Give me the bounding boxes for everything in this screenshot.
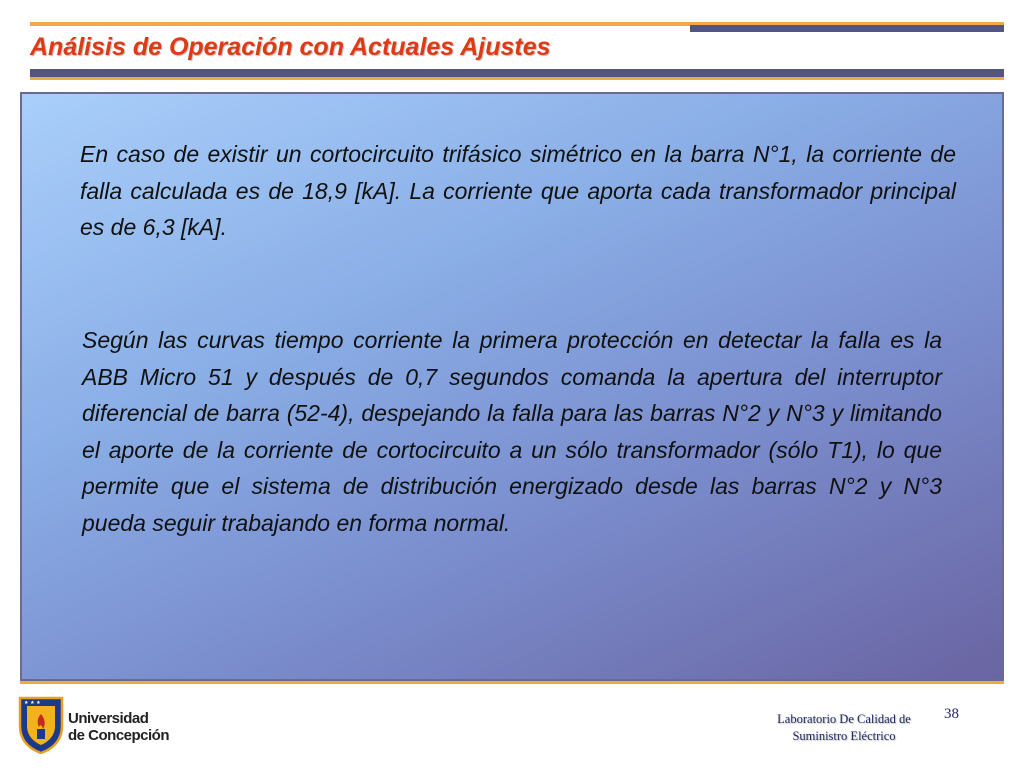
top-slate-rule — [690, 25, 1004, 32]
content-panel — [20, 92, 1004, 681]
footer-lab-line2: Suministro Eléctrico — [792, 729, 896, 743]
title-underline-orange — [30, 77, 1004, 80]
bottom-orange-rule — [20, 681, 1004, 684]
footer-lab-line1: Laboratorio De Calidad de — [777, 712, 911, 726]
page-number: 38 — [944, 706, 959, 722]
logo-text-line1: Universidad — [68, 710, 149, 727]
university-logo — [18, 696, 178, 756]
paragraph-fault-current: En caso de existir un cortocircuito trifásico simétrico en la barra N°1, la corriente de falla calculada es de 18,9 [kA]. La corriente que aporta cada transformador principal es de 6,3 [kA]. — [80, 141, 956, 240]
footer-lab-name — [752, 711, 936, 745]
university-shield-icon — [18, 696, 64, 754]
slide-title: Análisis de Operación con Actuales Ajustes — [30, 33, 551, 61]
logo-text-line2: de Concepción — [68, 727, 170, 744]
paragraph-protection-sequence: Según las curvas tiempo corriente la primera protección en detectar la falla es la ABB Micro 51 y después de 0,7 segundos comanda la apertura del interruptor diferencial de barra (52-4), despejando la falla para las barras N°2 y N°3 y limitando el aporte de la corriente de cortocircuito a un sólo transformador (sólo T1), lo que permite que el sistema de distribución energizado desde las barras N°2 y N°3 pueda seguir trabajando en forma normal. — [82, 327, 942, 536]
svg-text:★ ★ ★: ★ ★ ★ — [24, 700, 41, 706]
title-underline-slate — [30, 69, 1004, 77]
